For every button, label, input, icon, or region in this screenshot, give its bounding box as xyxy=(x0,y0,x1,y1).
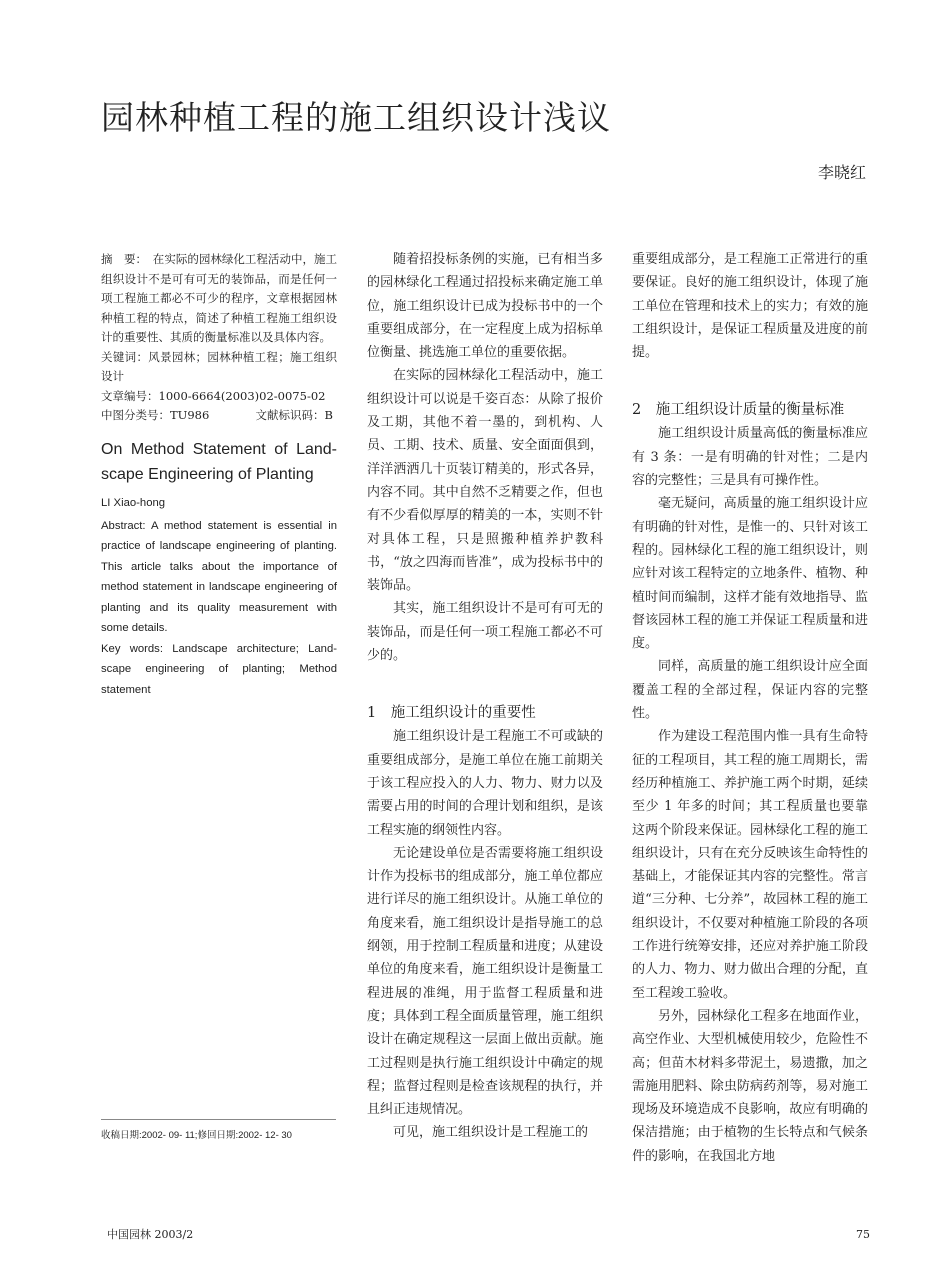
paragraph: 在实际的园林绿化工程活动中，施工组织设计可以说是千姿百态：从除了报价及工期，其他不着一墨的，到机构、人员、工期、技术、质量、安全面面俱到，洋洋洒洒几十页装订精美的，形式各异，内容不同。其中自然不乏精要之作，但也有不少看似厚厚的精美的一本，实则不针对具体工程，只是照搬种植养护教科书，“放之四海而皆准”，成为投标书中的装饰品。 xyxy=(367,368,603,594)
paragraph: 另外，园林绿化工程多在地面作业，高空作业、大型机械使用较少，危险性不高；但苗木材料多带泥土，易遗撒，加之需施用肥料、除虫防病药剂等，易对施工现场及环境造成不良影响，故应有明确的保洁措施；由于植物的生长特点和气候条件的影响，在我国北方地 xyxy=(632,1008,868,1164)
section-heading-1: 1 施工组织设计的重要性 xyxy=(367,705,536,722)
english-title: On Method Statement of Land-scape Engineering of Planting xyxy=(101,440,337,483)
english-keywords xyxy=(101,639,337,701)
section-heading-2: 2 施工组织设计质量的衡量标准 xyxy=(632,402,845,419)
page-number: 75 xyxy=(856,1228,870,1241)
keywords-label: Key words: xyxy=(101,642,163,655)
journal-name: 中国园林 2003/2 xyxy=(107,1228,194,1241)
class-number: 中图分类号：TU986 xyxy=(101,408,210,422)
received-date: 收稿日期:2002- 09- 11;修回日期:2002- 12- 30 xyxy=(101,1130,292,1141)
document-code: 文献标识码：B xyxy=(255,408,333,422)
abstract-cn: 摘 要： 在实际的园林绿化工程活动中，施工组织设计不是可有可无的装饰品，而是任何一项工程施工都必不可少的程序，文章根据园林种植工程的特点，简述了种植工程施工组织设计的重要性、其质的衡量标准以及具体内容。 xyxy=(101,252,337,344)
paragraph: 施工组织设计质量高低的衡量标准应有 3 条：一是有明确的针对性；二是内容的完整性；三是具有可操作性。 xyxy=(632,426,868,489)
paragraph: 其实，施工组织设计不是可有可无的装饰品，而是任何一项工程施工都必不可少的。 xyxy=(367,601,603,664)
abstract-text: A method statement is essential in practice of landscape engineering of planting. This article talks about the importance of method statement in landscape engineering of planting and its quality measurement with some details. xyxy=(101,519,338,634)
classification-row xyxy=(101,406,337,426)
paragraph: 毫无疑问，高质量的施工组织设计应有明确的针对性，是惟一的、只针对该工程的。园林绿化工程的施工组织设计，则应针对该工程特定的立地条件、植物、种植时间而编制，这样才能有效地指导、监督该园林工程的施工并保证工程质量和进度。 xyxy=(632,496,868,652)
article-number: 文章编号：1000-6664(2003)02-0075-02 xyxy=(101,388,326,403)
middle-column xyxy=(367,248,603,1145)
keywords-text: Landscape architecture; Land-scape engineering of planting; Method statement xyxy=(101,642,337,696)
paragraph: 施工组织设计是工程施工不可或缺的重要组成部分，是施工单位在施工前期关于该工程应投入的人力、物力、财力以及需要占用的时间的合理计划和组织，是该工程实施的纲领性内容。 xyxy=(367,729,603,838)
paragraph: 可见，施工组织设计是工程施工的 xyxy=(393,1125,589,1141)
author-name: 李晓红 xyxy=(817,163,866,182)
article-title: 园林种植工程的施工组织设计浅议 xyxy=(101,98,611,137)
footnote-rule xyxy=(101,1119,336,1120)
paragraph: 重要组成部分，是工程施工正常进行的重要保证。良好的施工组织设计，体现了施工单位在管理和技术上的实力；有效的施工组织设计，是保证工程质量及进度的前提。 xyxy=(632,252,868,361)
paragraph: 作为建设工程范围内惟一具有生命特征的工程项目，其工程的施工周期长，需经历种植施工、养护施工两个时期，延续至少 1 年多的时间；其工程质量也要靠这两个阶段来保证。园林绿化工程的施工组织设计，只有在充分反映该生命特性的基础上，才能保证其内容的完整性。常言道“三分种、七分养”，故园林工程的施工组织设计，不仅要对种植施工阶段的各项工作进行统筹安排，还应对养护施工阶段的人力、物力、财力做出合理的分配，直至工程竣工验收。 xyxy=(632,729,868,1001)
keywords-cn: 关键词：风景园林；园林种植工程；施工组织设计 xyxy=(101,349,337,383)
right-column xyxy=(632,248,868,1168)
english-author: LI Xiao-hong xyxy=(101,496,166,509)
left-column xyxy=(101,250,337,700)
english-abstract xyxy=(101,516,337,639)
abstract-label: Abstract: xyxy=(101,519,146,532)
paragraph: 随着招投标条例的实施，已有相当多的园林绿化工程通过招投标来确定施工单位，施工组织设计已成为投标书中的一个重要组成部分，在一定程度上成为招标单位衡量、挑选施工单位的重要依据。 xyxy=(367,252,603,361)
paragraph: 同样，高质量的施工组织设计应全面覆盖工程的全部过程，保证内容的完整性。 xyxy=(632,659,868,722)
paragraph: 无论建设单位是否需要将施工组织设计作为投标书的组成部分，施工单位都应进行详尽的施工组织设计。从施工单位的角度来看，施工组织设计是指导施工的总纲领，用于控制工程质量和进度；从建设单位的角度来看，施工组织设计是衡量工程进展的准绳，用于监督工程质量和进度；具体到工程全面质量管理，施工组织设计在确定规程这一层面上做出贡献。施工过程则是执行施工组织设计中确定的规程；监督过程则是检查该规程的执行，并且纠正违规情况。 xyxy=(367,845,603,1118)
